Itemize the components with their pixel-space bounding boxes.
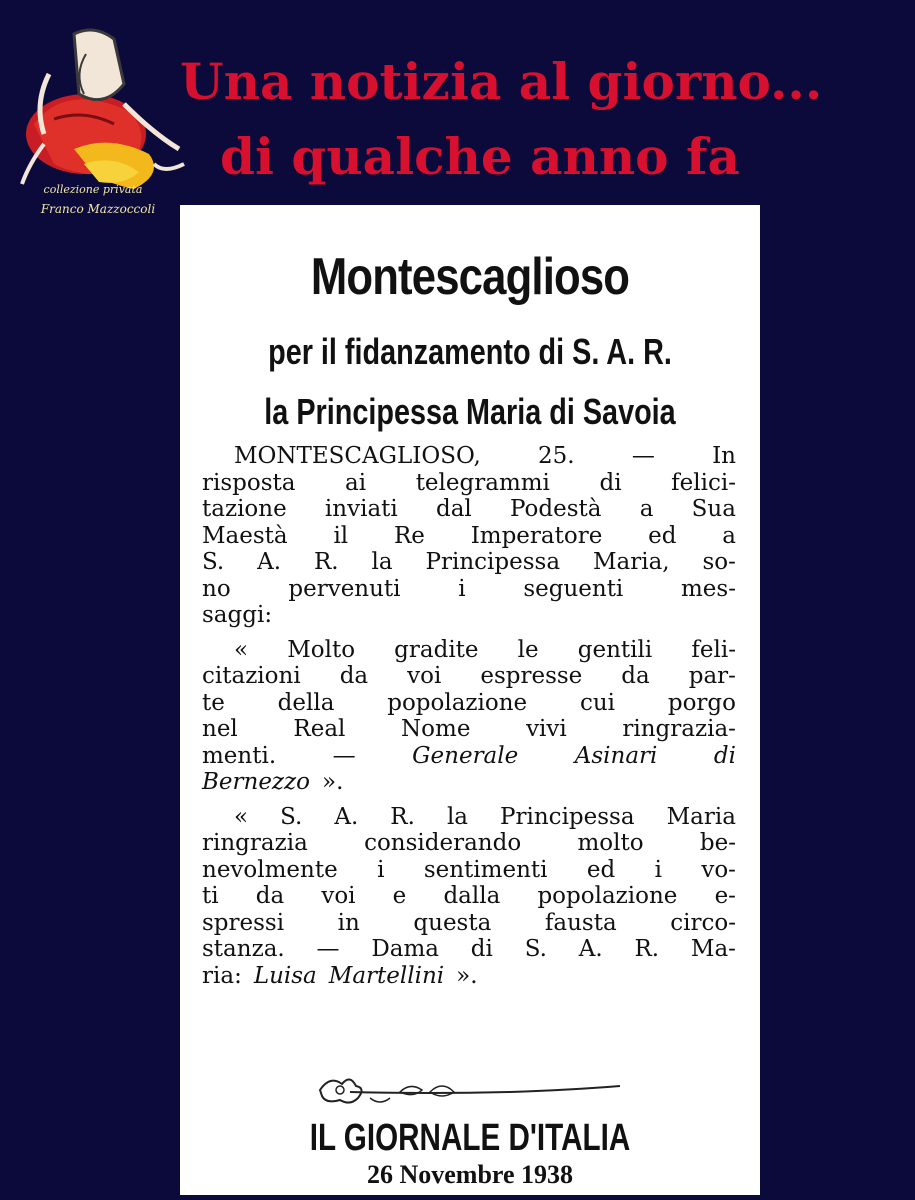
article-word: spressi bbox=[202, 909, 285, 936]
article-word: « bbox=[234, 803, 249, 830]
article-word: di bbox=[470, 936, 493, 962]
article-word: ringrazia bbox=[202, 830, 308, 856]
paragraph-gap bbox=[202, 629, 736, 637]
article-word: la bbox=[371, 549, 393, 575]
article-word: Bernezzo bbox=[202, 769, 311, 795]
article-word: S. bbox=[524, 936, 547, 962]
article-line bbox=[202, 936, 736, 963]
article-word: tazione bbox=[202, 496, 287, 522]
article-word: A. bbox=[578, 936, 603, 962]
article-word: Molto bbox=[287, 636, 356, 663]
article-word: di bbox=[713, 742, 736, 769]
article-word: S. bbox=[202, 549, 225, 575]
article-word: te bbox=[202, 689, 225, 716]
article-word: In bbox=[712, 443, 736, 469]
article-word: di bbox=[599, 469, 622, 496]
article-word: — bbox=[631, 443, 655, 469]
article-word: Asinari bbox=[574, 742, 658, 769]
article-line bbox=[202, 443, 736, 470]
article-word: pervenuti bbox=[288, 575, 401, 602]
article-word: dalla bbox=[443, 883, 501, 909]
article-word: i bbox=[377, 856, 385, 883]
article-word: 25. bbox=[538, 443, 575, 469]
article-word: porgo bbox=[667, 689, 736, 716]
article-word: ». bbox=[456, 962, 478, 989]
article-word: Luisa bbox=[253, 962, 317, 989]
article-line bbox=[202, 690, 736, 717]
article-word: voi bbox=[321, 883, 356, 909]
article-word: vivi bbox=[526, 716, 567, 742]
article-word: le bbox=[517, 636, 539, 663]
article-word: nel bbox=[202, 716, 238, 742]
article-word: citazioni bbox=[202, 663, 301, 689]
article-word: Martellini bbox=[328, 962, 445, 989]
article-word: Maria bbox=[666, 803, 736, 830]
article-word: la bbox=[446, 803, 469, 830]
article-word: vo- bbox=[701, 856, 736, 883]
article-word: S. bbox=[280, 803, 303, 830]
article-word: cui bbox=[579, 689, 616, 716]
article-word: no bbox=[202, 575, 231, 602]
headline-line-1: Una notizia al giorno... bbox=[180, 52, 823, 111]
article-word: felici- bbox=[671, 469, 736, 496]
logo-caption-collection: collezione privata bbox=[43, 183, 143, 196]
article-word: feli- bbox=[691, 636, 736, 663]
article-word: A. bbox=[257, 549, 282, 575]
article-word: — bbox=[332, 742, 356, 769]
article-word: par- bbox=[688, 663, 736, 689]
article-word: Podestà bbox=[510, 496, 602, 522]
article-word: saggi: bbox=[202, 602, 273, 628]
article-word: da bbox=[339, 663, 369, 689]
article-line bbox=[202, 602, 736, 629]
newspaper-masthead: IL GIORNALE D'ITALIA bbox=[309, 1117, 631, 1159]
article-word: mes- bbox=[681, 575, 736, 602]
article-line bbox=[202, 549, 736, 576]
article-word: e- bbox=[714, 883, 736, 909]
article-word: Re bbox=[393, 522, 425, 549]
article-word: a bbox=[639, 496, 654, 522]
article-line bbox=[202, 769, 736, 796]
article-word: inviati bbox=[324, 496, 398, 522]
dancing-couple-icon bbox=[14, 14, 186, 194]
article-word: popolazione bbox=[387, 689, 528, 716]
article-word: ed bbox=[586, 856, 616, 883]
article-line bbox=[202, 663, 736, 690]
article-word: in bbox=[337, 909, 360, 936]
article-line bbox=[202, 963, 736, 990]
paragraph-gap bbox=[202, 796, 736, 804]
clipping-subtitle-1: per il fidanzamento di S. A. R. bbox=[268, 331, 672, 372]
article-line bbox=[202, 830, 736, 857]
article-word: della bbox=[277, 689, 335, 716]
article-line bbox=[202, 637, 736, 664]
article-word: stanza. bbox=[202, 936, 285, 962]
article-word: dal bbox=[435, 496, 472, 522]
article-line bbox=[202, 523, 736, 550]
article-line bbox=[202, 576, 736, 603]
article-word: il bbox=[333, 522, 349, 549]
clipping-subtitle-2: la Principessa Maria di Savoia bbox=[264, 391, 676, 432]
article-line bbox=[202, 496, 736, 523]
article-word: nevolmente bbox=[202, 856, 338, 883]
article-word: Generale bbox=[412, 742, 519, 769]
article-line bbox=[202, 743, 736, 770]
publication-date: 26 Novembre 1938 bbox=[366, 1160, 574, 1189]
article-word: ringrazia- bbox=[622, 716, 736, 742]
article-word: ti bbox=[202, 883, 219, 909]
article-word: considerando bbox=[364, 830, 522, 856]
article-word: Real bbox=[293, 716, 346, 742]
article-word: gentili bbox=[577, 636, 653, 663]
clipping-title: Montescaglioso bbox=[310, 248, 630, 306]
article-word: Principessa bbox=[425, 549, 561, 575]
article-word: R. bbox=[390, 803, 415, 830]
article-word: e bbox=[392, 883, 407, 909]
article-word: fausta bbox=[544, 909, 617, 936]
article-word: ». bbox=[322, 769, 344, 795]
article-word: risposta bbox=[202, 469, 296, 496]
article-word: da bbox=[621, 663, 650, 689]
article-word: a bbox=[722, 522, 736, 549]
article-word: menti. bbox=[202, 742, 277, 769]
article-word: gradite bbox=[394, 636, 479, 663]
article-word: popolazione bbox=[537, 883, 678, 909]
article-word: — bbox=[316, 936, 340, 962]
article-word: Nome bbox=[401, 716, 471, 742]
article-word: voi bbox=[407, 663, 442, 689]
article-word: so- bbox=[702, 549, 736, 575]
article-word: ria: bbox=[202, 962, 242, 989]
article-line bbox=[202, 716, 736, 743]
logo-caption-owner: Franco Mazzoccoli bbox=[40, 202, 156, 216]
article-word: ai bbox=[345, 469, 367, 496]
article-word: Dama bbox=[371, 936, 439, 962]
article-line bbox=[202, 470, 736, 497]
article-word: seguenti bbox=[523, 575, 624, 602]
article-word: be- bbox=[699, 830, 736, 856]
article-word: i bbox=[458, 575, 466, 602]
article-word: da bbox=[255, 883, 285, 909]
newspaper-clipping bbox=[180, 205, 760, 1195]
article-word: questa bbox=[413, 909, 492, 936]
article-word: molto bbox=[577, 830, 644, 856]
article-line bbox=[202, 857, 736, 884]
article-word: R. bbox=[313, 549, 339, 575]
headline-line-2: di qualche anno fa bbox=[220, 127, 740, 186]
article-word: Maestà bbox=[202, 522, 288, 549]
article-word: Ma- bbox=[690, 936, 736, 962]
article-line bbox=[202, 883, 736, 910]
article-word: Sua bbox=[691, 496, 736, 522]
article-body bbox=[202, 443, 736, 989]
article-word: MONTESCAGLIOSO, bbox=[234, 443, 481, 469]
article-word: A. bbox=[334, 803, 359, 830]
article-word: sentimenti bbox=[423, 856, 548, 883]
article-word: circo- bbox=[670, 909, 736, 936]
article-word: Maria, bbox=[592, 549, 670, 575]
article-word: ed bbox=[648, 522, 677, 549]
article-word: espresse bbox=[480, 663, 583, 689]
article-line bbox=[202, 910, 736, 937]
article-word: Principessa bbox=[500, 803, 635, 830]
article-word: telegrammi bbox=[415, 469, 550, 496]
article-word: i bbox=[654, 856, 662, 883]
flower-sprig-icon bbox=[310, 1070, 630, 1110]
article-word: « bbox=[234, 636, 249, 663]
article-line bbox=[202, 804, 736, 831]
article-word: Imperatore bbox=[470, 522, 603, 549]
article-word: R. bbox=[634, 936, 660, 962]
